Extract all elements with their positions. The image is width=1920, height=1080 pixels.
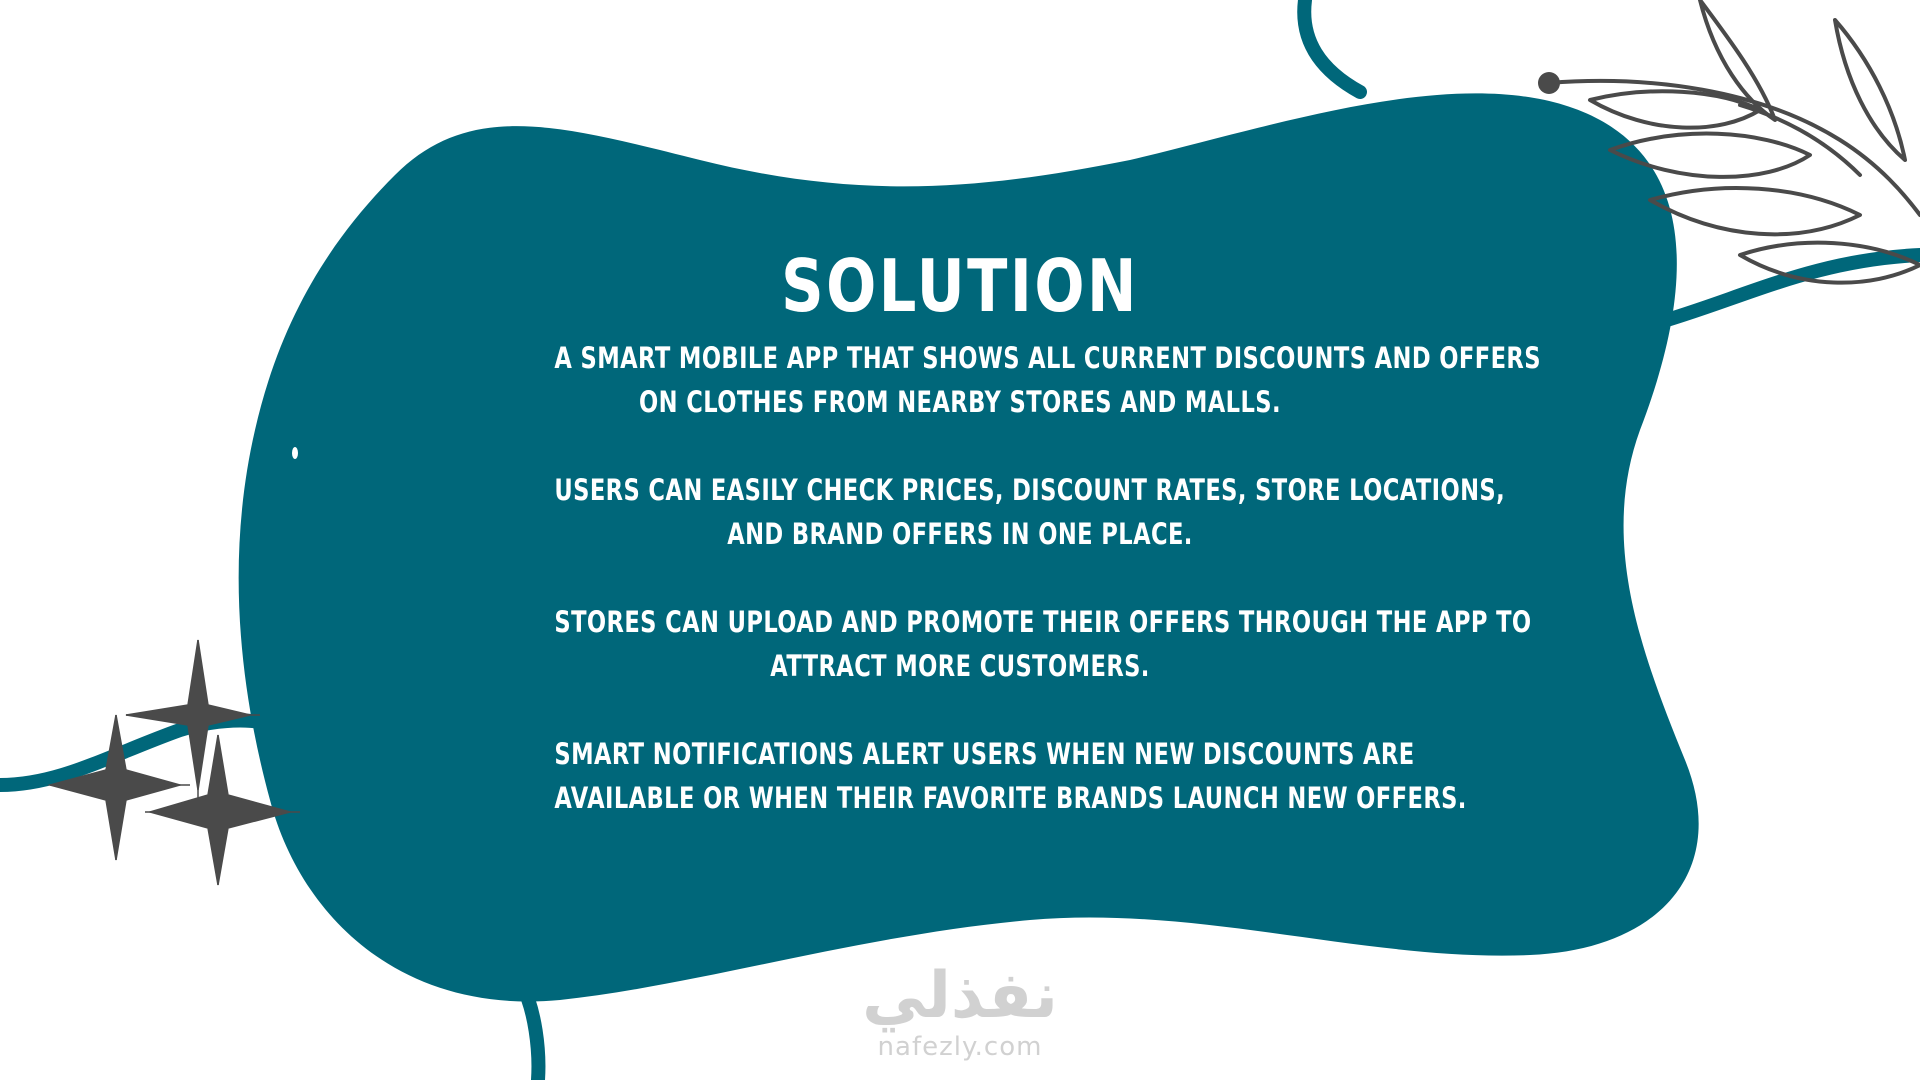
solution-paragraph-stores <box>554 600 1532 688</box>
paragraph-line: ON CLOTHES FROM NEARBY STORES AND MALLS. <box>639 385 1281 419</box>
top-flow-line <box>1304 0 1360 92</box>
solution-paragraph-users <box>554 468 1506 556</box>
right-flow-line <box>1650 255 1920 325</box>
paragraph-line: AND BRAND OFFERS IN ONE PLACE. <box>727 517 1193 551</box>
paragraph-line: ATTRACT MORE CUSTOMERS. <box>770 649 1150 683</box>
blob-speck <box>292 447 298 459</box>
watermark-arabic: نفذلي <box>862 959 1058 1033</box>
nafezly-watermark <box>840 960 1080 1062</box>
solution-paragraph-app <box>554 336 1541 424</box>
paragraph-line: STORES CAN UPLOAD AND PROMOTE THEIR OFFERS THROUGH THE APP TO <box>554 605 1532 639</box>
solution-paragraph-notifications <box>554 732 1467 820</box>
paragraph-line: A SMART MOBILE APP THAT SHOWS ALL CURRENT DISCOUNTS AND OFFERS <box>554 341 1541 375</box>
paragraph-line: AVAILABLE OR WHEN THEIR FAVORITE BRANDS LAUNCH NEW OFFERS. <box>554 781 1467 815</box>
paragraph-line: USERS CAN EASILY CHECK PRICES, DISCOUNT RATES, STORE LOCATIONS, <box>554 473 1506 507</box>
watermark-url: nafezly.com <box>877 1032 1043 1062</box>
solution-content <box>440 236 1541 864</box>
slide-title: SOLUTION <box>781 244 1139 328</box>
paragraph-line: SMART NOTIFICATIONS ALERT USERS WHEN NEW DISCOUNTS ARE <box>554 737 1415 771</box>
